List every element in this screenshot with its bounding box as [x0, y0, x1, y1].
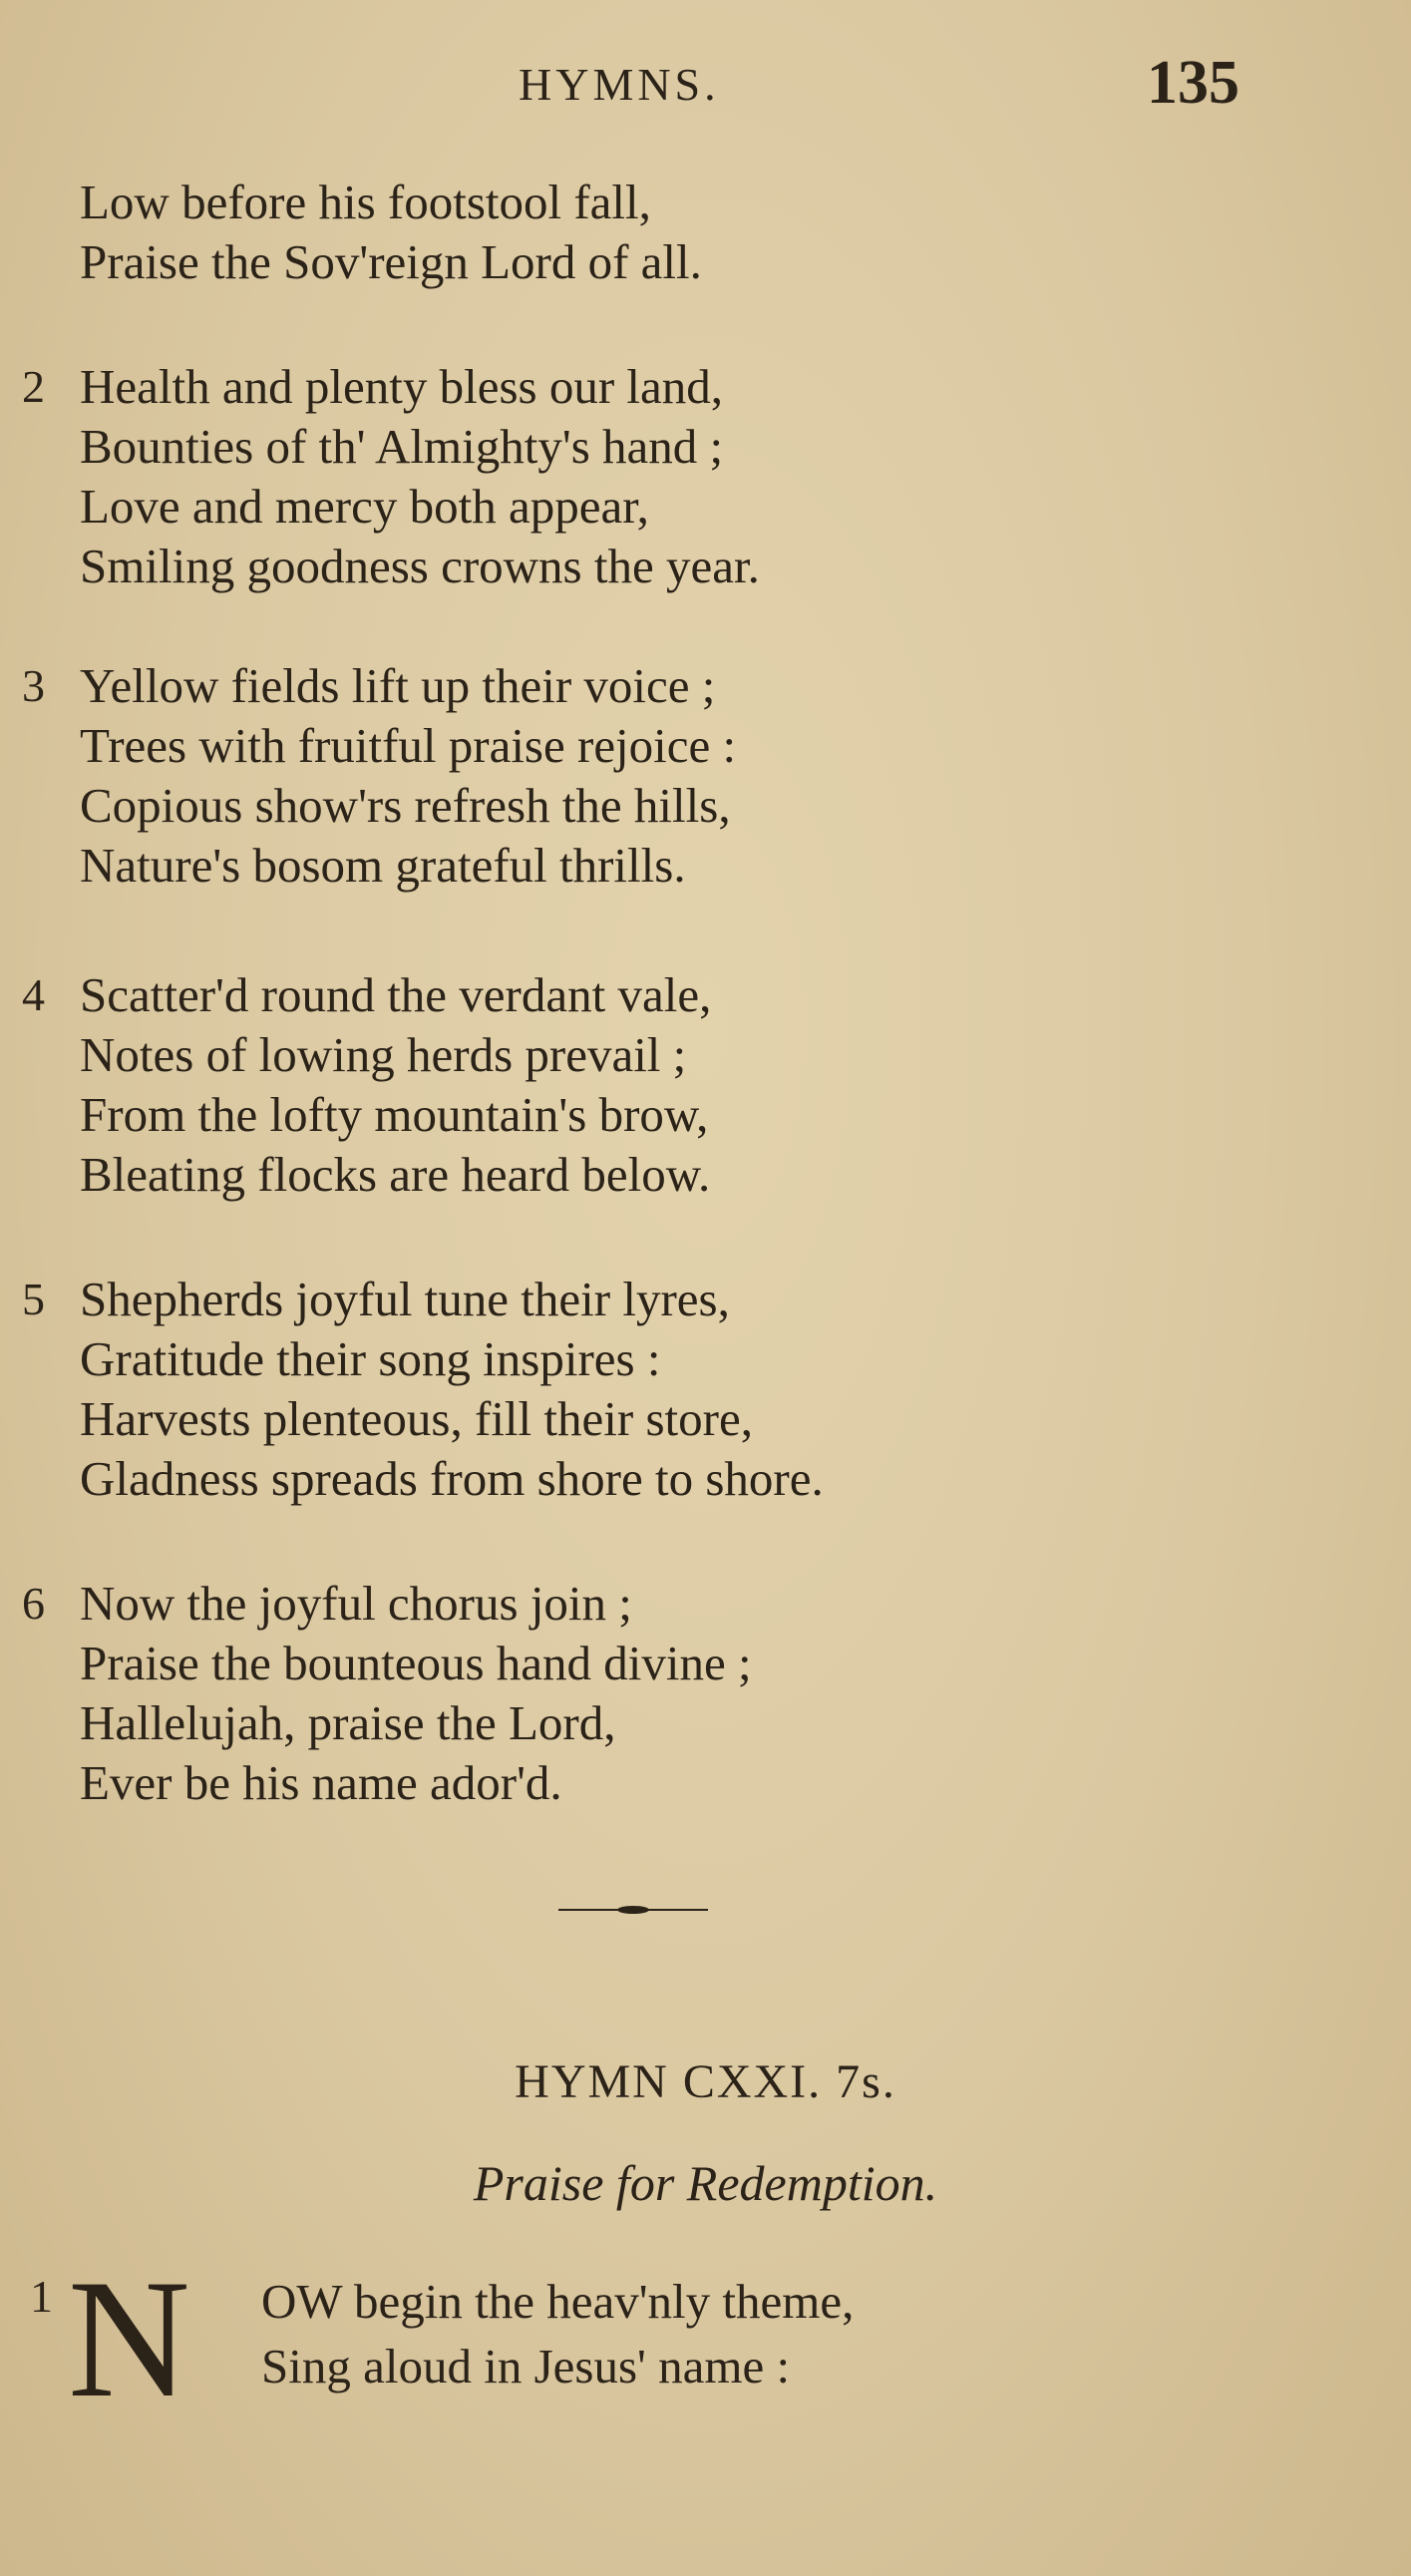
verse-line: Low before his footstool fall,: [80, 175, 651, 229]
verse-line: Love and mercy both appear,: [80, 479, 649, 534]
verse-line: Health and plenty bless our land,: [80, 359, 724, 414]
hymn-title: HYMN CXXI. 7s.: [515, 2055, 896, 2108]
verse-line: Copious show'rs refresh the hills,: [80, 778, 731, 833]
verse-line: Trees with fruitful praise rejoice :: [80, 718, 737, 773]
hymn-subtitle: Praise for Redemption.: [473, 2155, 938, 2211]
verse-line: Shepherds joyful tune their lyres,: [80, 1272, 730, 1326]
verse-line: Smiling goodness crowns the year.: [80, 539, 760, 593]
running-title: HYMNS.: [519, 59, 720, 110]
verse-line: From the lofty mountain's brow,: [80, 1087, 709, 1142]
verse-line: Scatter'd round the verdant vale,: [80, 967, 712, 1022]
drop-cap: N: [68, 2245, 190, 2432]
stanza-number: 3: [22, 660, 45, 711]
verse-line: Praise the Sov'reign Lord of all.: [80, 234, 702, 289]
page-number: 135: [1147, 49, 1239, 117]
stanza-number: 6: [22, 1578, 45, 1629]
verse-line: Ever be his name ador'd.: [80, 1755, 562, 1810]
stanza-number: 1: [30, 2271, 53, 2322]
verse-line: Bounties of th' Almighty's hand ;: [80, 419, 724, 474]
verse-line: Gladness spreads from shore to shore.: [80, 1451, 824, 1506]
running-head: [0, 48, 1411, 118]
verse-line: Now the joyful chorus join ;: [80, 1576, 632, 1631]
stanza-number: 2: [22, 361, 45, 412]
stanza-number: 5: [22, 1274, 45, 1324]
verse-line: OW begin the heav'nly theme,: [261, 2274, 855, 2329]
verse-line: Praise the bounteous hand divine ;: [80, 1636, 752, 1690]
verse-line: Yellow fields lift up their voice ;: [80, 658, 716, 713]
verse-line: Hallelujah, praise the Lord,: [80, 1695, 616, 1750]
verse-line: Harvests plenteous, fill their store,: [80, 1391, 753, 1446]
verse-line: Sing aloud in Jesus' name :: [261, 2339, 791, 2393]
verse-line: Nature's bosom grateful thrills.: [80, 838, 686, 893]
ornamental-divider: [558, 1905, 708, 1915]
verse-line: Bleating flocks are heard below.: [80, 1147, 711, 1202]
verse-line: Gratitude their song inspires :: [80, 1331, 661, 1386]
stanza-number: 4: [22, 969, 45, 1020]
verse-line: Notes of lowing herds prevail ;: [80, 1027, 687, 1082]
